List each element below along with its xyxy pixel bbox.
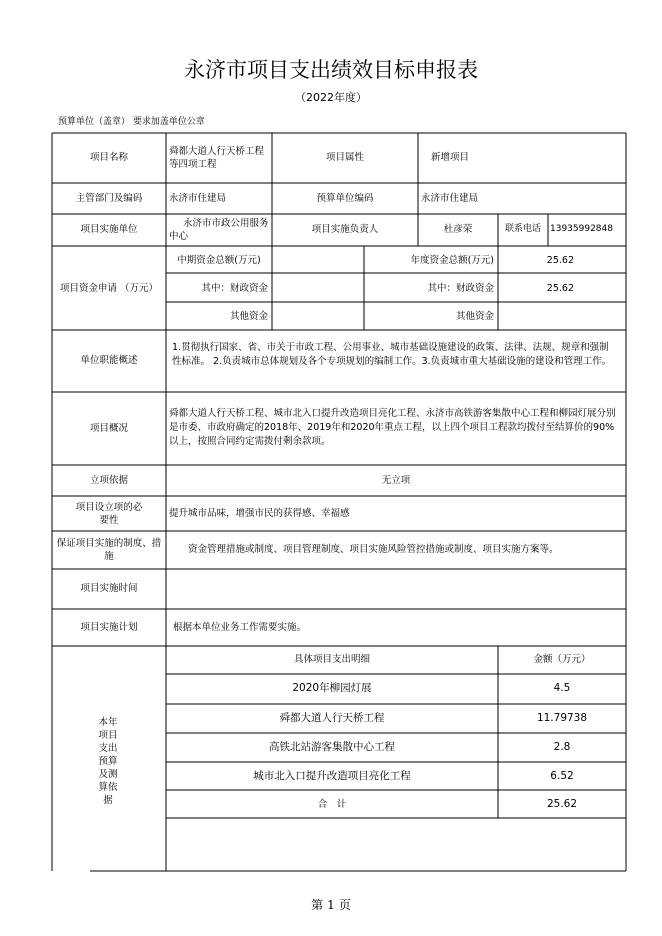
amount-header: 金额（万元）	[533, 654, 591, 665]
plan-text: 根据本单位业务工作需要实施。	[173, 622, 307, 633]
project-name-label: 项目名称	[89, 152, 128, 163]
dept-label: 主管部门及编码	[75, 193, 143, 204]
year-total-value: 25.62	[546, 255, 574, 266]
project-attr-value: 新增项目	[431, 152, 470, 163]
overview-text: 舜都大道人行天桥工程、城市北入口提升改造项目亮化工程、永济市高铁游客集散中心工程和柳园灯展分别是市委、市政府确定的2018年、2019年和2020年重点工程，以上四个项目工程款均拨付至结算价的90%以上，按照合同约定需拨付剩余款项。	[169, 408, 616, 447]
year-total-label: 年度资金总额(万元)	[410, 255, 494, 266]
budget-side-label: 本年项目支出预算及测算依据	[98, 717, 118, 806]
phone-value: 13935992848	[550, 224, 613, 234]
page-suffix: 页	[338, 898, 351, 912]
phone-label: 联系电话	[504, 224, 541, 234]
project-name-value: 舜都大道人行天桥工程等四项工程	[169, 146, 265, 170]
year-other-label: 其他资金	[455, 311, 494, 322]
leader-label: 项目实施负责人	[311, 224, 379, 235]
project-attr-label: 项目属性	[325, 152, 364, 163]
budget-item-name: 高铁北站游客集散中心工程	[269, 741, 395, 753]
detail-header: 具体项目支出明细	[293, 654, 370, 665]
overview-label: 项目概况	[89, 423, 128, 434]
mid-other-label: 其他资金	[229, 311, 268, 322]
basis-value: 无立项	[381, 475, 411, 486]
mid-fiscal-label: 其中：财政资金	[201, 283, 268, 294]
unit-code-value: 永济市住建局	[421, 193, 479, 204]
budget-item-name: 2020年柳园灯展	[292, 682, 372, 694]
impl-unit-label: 项目实施单位	[80, 224, 138, 235]
time-label: 项目实施时间	[80, 583, 138, 594]
plan-label: 项目实施计划	[80, 622, 138, 633]
impl-unit-value: 永济市市政公用服务中心	[169, 218, 269, 242]
budget-unit-seal-line: 预算单位（盖章） 要求加盖单位公章	[58, 117, 205, 127]
leader-value: 杜彦荣	[443, 224, 473, 235]
guarantee-text: 资金管理措施或制度、项目管理制度、项目实施风险管控措施或制度、项目实施方案等。	[188, 544, 559, 555]
duty-text: 1.贯彻执行国家、省、市关于市政工程、公用事业、城市基础设施建设的政策、法律、法规、规章和强制性标准。 2.负责城市总体规划及各个专项规划的编制工作。3.负责城市重大基础设施的建设和管理工作。	[172, 342, 612, 367]
budget-total-label: 合 计	[317, 799, 347, 810]
necessity-text: 提升城市品味，增强市民的获得感、幸福感	[169, 508, 350, 519]
dept-value: 永济市住建局	[169, 193, 227, 204]
page-title: 永济市项目支出绩效目标申报表	[184, 58, 478, 82]
budget-item-name: 城市北入口提升改造项目亮化工程	[253, 770, 411, 782]
duty-label: 单位职能概述	[80, 355, 138, 366]
budget-item-name: 舜都大道人行天桥工程	[279, 712, 385, 724]
budget-item-amount: 2.8	[553, 741, 571, 753]
budget-item-amount: 4.5	[553, 682, 571, 694]
necessity-label: 项目设立项的必要性	[75, 502, 143, 526]
unit-code-label: 预算单位编码	[316, 193, 374, 204]
guarantee-label: 保证项目实施的制度、措施	[56, 538, 162, 562]
budget-item-amount: 6.52	[550, 770, 574, 782]
budget-item-amount: 11.79738	[536, 712, 588, 724]
mid-total-label: 中期资金总额(万元)	[177, 255, 261, 266]
page-num: 1	[327, 898, 335, 912]
year-fiscal-value: 25.62	[546, 283, 574, 294]
fund-label: 项目资金申请 （万元）	[59, 283, 159, 294]
budget-total-value: 25.62	[546, 798, 578, 810]
year-fiscal-label: 其中：财政资金	[427, 283, 494, 294]
basis-label: 立项依据	[89, 475, 128, 486]
page-number	[0, 896, 662, 913]
report-year: （2022年度）	[295, 91, 367, 104]
page-prefix: 第	[311, 898, 324, 912]
